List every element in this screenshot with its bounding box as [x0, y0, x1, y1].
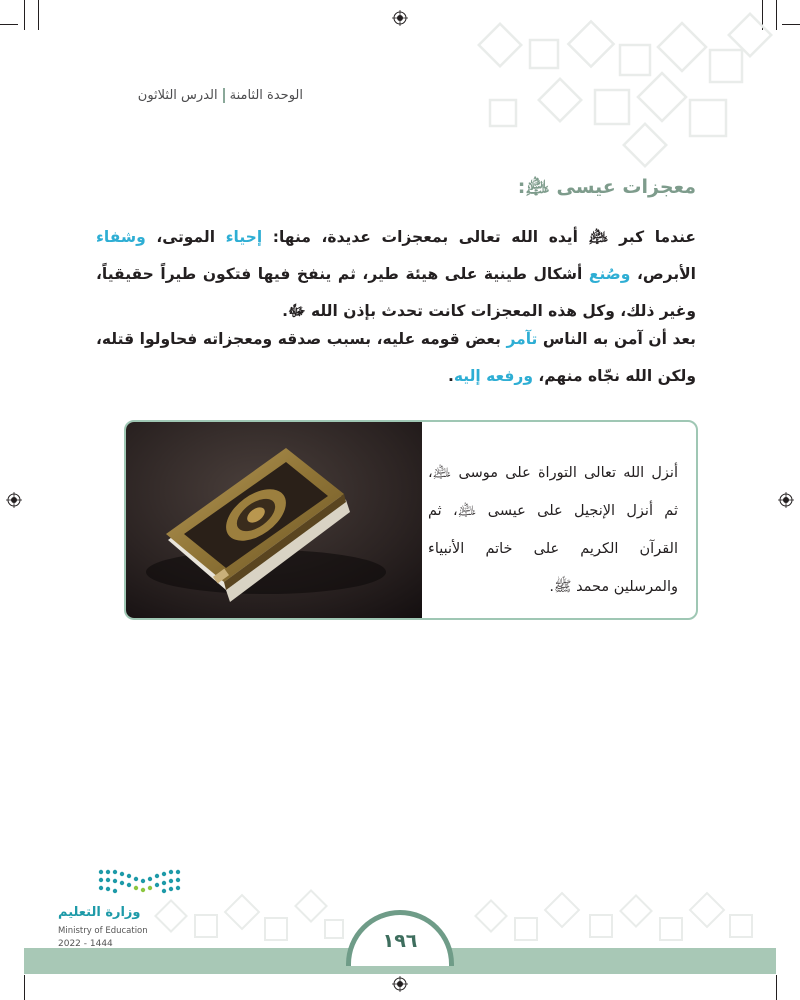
edition-year: 2022 - 1444: [58, 939, 113, 949]
registration-mark-bottom: [392, 976, 408, 992]
paragraph-text: أشكال طينية على هيئة طير، ثم ينفخ فيها فتكون طيراً حقيقياً، وغير ذلك، وكل هذه المعجزات كانت تحدث بإذن الله ﷻ.: [96, 265, 696, 320]
crop-mark-bottom-right-v: [776, 975, 777, 1000]
highlight-word: إحياء: [225, 228, 263, 246]
paragraph-text: بعض قومه عليه، بسبب صدقه ومعجزاته فحاولوا قتله، ولكن الله نجّاه منهم،: [96, 330, 696, 385]
registration-mark-left: [6, 492, 22, 508]
paragraph-text: الأبرص،: [630, 265, 696, 283]
quran-book-image: [126, 422, 422, 618]
registration-mark-top: [392, 10, 408, 26]
registration-mark-right: [778, 492, 794, 508]
paragraph-text: الموتى،: [145, 228, 226, 246]
paragraph-conspiracy: [96, 321, 696, 395]
ministry-logo-icon: [95, 866, 187, 898]
page-header: [100, 88, 303, 103]
page-number: ١٩٦: [346, 910, 454, 966]
crop-mark-top-left-h: [0, 24, 18, 25]
paragraph-miracles: [96, 219, 696, 330]
paragraph-text: .: [447, 367, 454, 385]
crop-mark-bottom-left-v: [24, 975, 25, 1000]
header-separator: [223, 88, 225, 103]
info-box: [124, 420, 698, 620]
ministry-name-arabic: وزارة التعليم: [58, 905, 141, 920]
header-lesson: الدرس الثلاثون: [137, 88, 218, 103]
crop-mark-top-right-h: [782, 24, 800, 25]
highlight-word: وشفاء: [96, 228, 146, 246]
crop-mark-top-left-v2: [38, 0, 39, 30]
crop-mark-top-left-v: [24, 0, 25, 30]
highlight-word: تآمر: [506, 330, 538, 348]
highlight-word: ورفعه إليه: [453, 367, 533, 385]
crop-mark-top-right-v: [762, 0, 763, 30]
header-unit: الوحدة الثامنة: [229, 88, 303, 103]
highlight-word: وصُنع: [588, 265, 631, 283]
paragraph-text: عندما كبر ﵇ أيده الله تعالى بمعجزات عديدة، منها:: [262, 228, 696, 246]
crop-mark-top-right-v2: [776, 0, 777, 30]
paragraph-text: بعد أن آمن به الناس: [537, 330, 696, 348]
section-title: معجزات عيسى ﵇:: [517, 176, 696, 198]
info-box-text: أنزل الله تعالى التوراة على موسى ﵇، ثم أنزل الإنجيل على عيسى ﵇، ثم القرآن الكريم على خاتم الأنبياء والمرسلين محمد ﷺ.: [428, 465, 678, 595]
ministry-name-english: Ministry of Education: [58, 926, 148, 936]
